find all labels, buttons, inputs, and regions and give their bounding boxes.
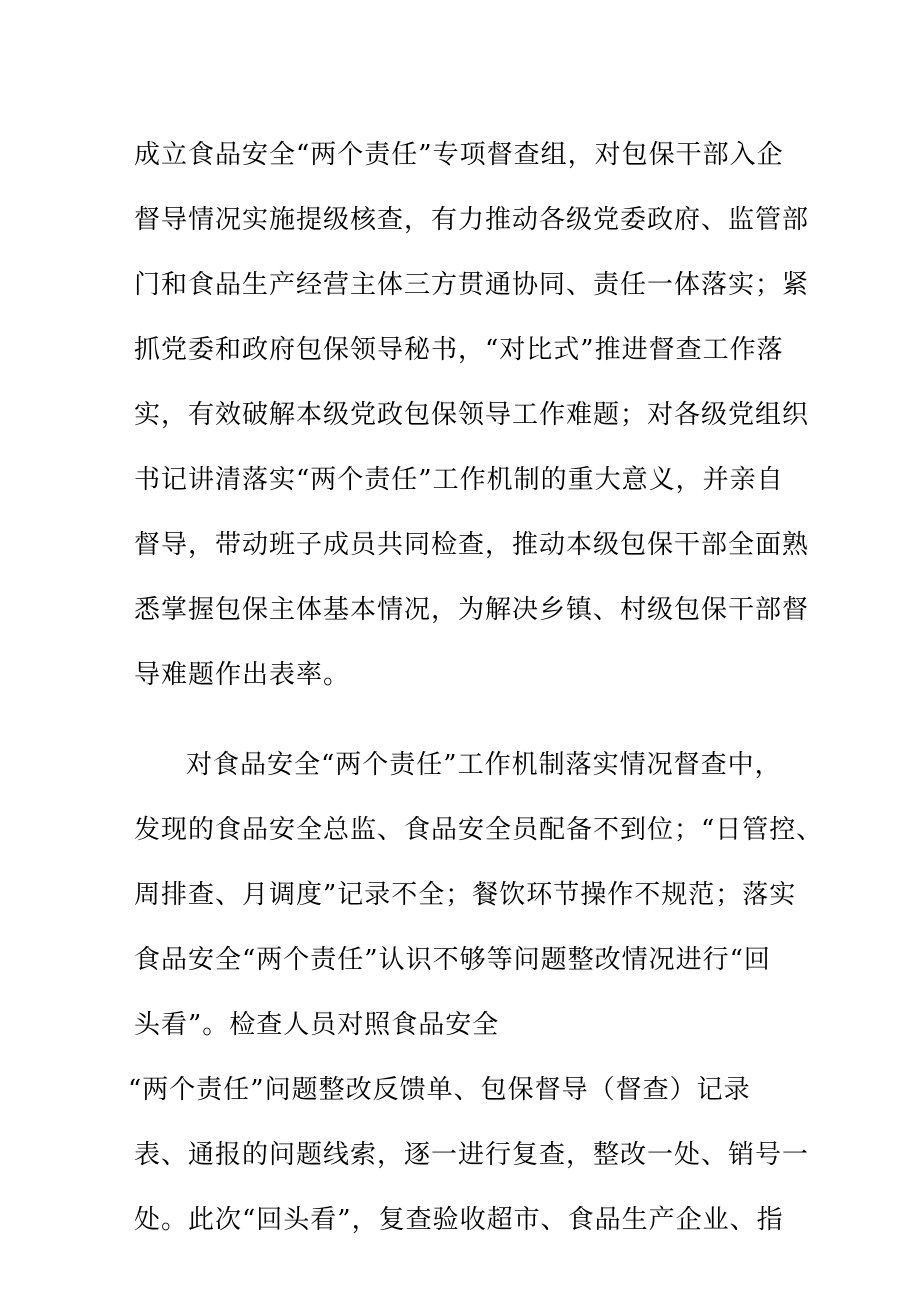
text-line: 督导情况实施提级核查，有力推动各级党委政府、监管部 xyxy=(134,205,810,235)
text-line: 抓党委和政府包保领导秘书，“对比式”推进督查工作落 xyxy=(134,335,784,365)
text-line: 发现的食品安全总监、食品安全员配备不到位；“日管控、 xyxy=(134,815,824,845)
text-line: 书记讲清落实“两个责任”工作机制的重大意义，并亲自 xyxy=(134,465,784,495)
text-line: 实，有效破解本级党政包保领导工作难题；对各级党组织 xyxy=(134,400,810,430)
text-line: 悉掌握包保主体基本情况，为解决乡镇、村级包保干部督 xyxy=(134,595,810,625)
text-line: 对食品安全“两个责任”工作机制落实情况督查中， xyxy=(186,750,782,780)
text-line: 头看”。检查人员对照食品安全 xyxy=(134,1010,500,1040)
text-line: 督导，带动班子成员共同检查，推动本级包保干部全面熟 xyxy=(134,530,810,560)
text-line: 成立食品安全“两个责任”专项督查组，对包保干部入企 xyxy=(134,140,784,170)
text-line: 门和食品生产经营主体三方贯通协同、责任一体落实；紧 xyxy=(134,270,810,300)
text-line: 导难题作出表率。 xyxy=(134,660,351,690)
text-line: 表、通报的问题线索，逐一进行复查，整改一处、销号一 xyxy=(134,1140,810,1170)
text-line: “两个责任”问题整改反馈单、包保督导（督查）记录 xyxy=(128,1075,751,1105)
text-line: 食品安全“两个责任”认识不够等问题整改情况进行“回 xyxy=(134,945,771,975)
text-line: 周排查、月调度”记录不全；餐饮环节操作不规范；落实 xyxy=(134,880,797,910)
text-line: 处。此次“回头看”，复查验收超市、食品生产企业、指 xyxy=(134,1205,784,1235)
